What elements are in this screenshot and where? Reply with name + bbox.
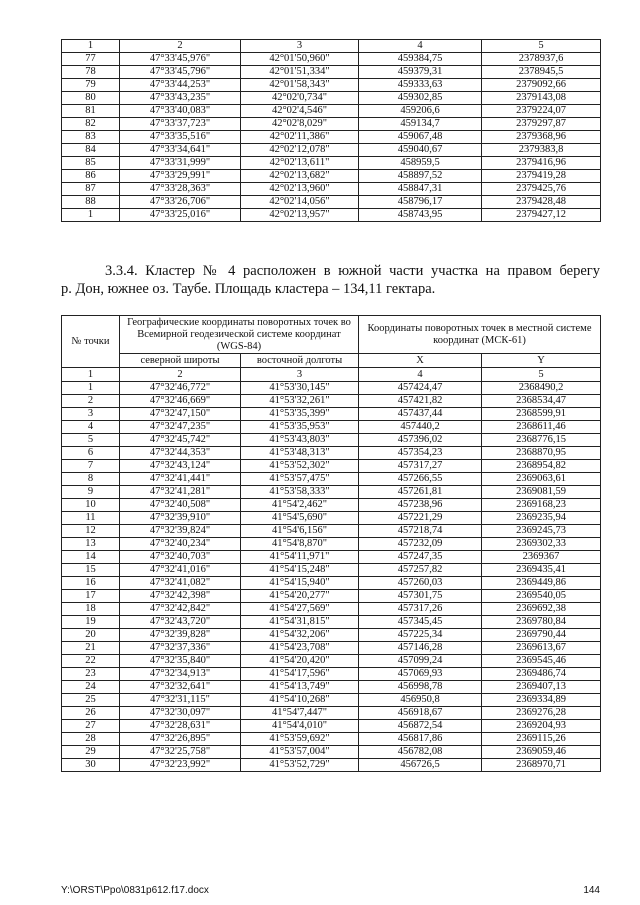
table-cell: 2369235,94 [482, 512, 601, 525]
table-cell: 2 [62, 395, 120, 408]
table-cell: 47°33'44,253" [120, 79, 241, 92]
table-row [62, 408, 601, 421]
table-cell: 47°32'47,235" [120, 421, 241, 434]
table-cell: 41°54'5,690" [241, 512, 359, 525]
table-row [62, 733, 601, 746]
table-cell: 2369435,41 [482, 564, 601, 577]
page-number: 144 [583, 885, 600, 896]
table-cell: 41°54'32,206" [241, 629, 359, 642]
table-cell: 47°32'30,097" [120, 707, 241, 720]
table-row [62, 79, 601, 92]
table-cell: 457257,82 [359, 564, 482, 577]
table-cell: 28 [62, 733, 120, 746]
table-cell: 42°02'13,611" [241, 157, 359, 170]
table-cell: 41°54'20,277" [241, 590, 359, 603]
table-cell: 42°01'51,334" [241, 66, 359, 79]
table-cell: 41°54'4,010" [241, 720, 359, 733]
table-cell: 457345,45 [359, 616, 482, 629]
local-coordinates-header: Координаты поворотных точек в местной системе координат (МСК-61) [359, 316, 601, 354]
table-cell: 2379428,48 [482, 196, 601, 209]
table-row [62, 512, 601, 525]
table-cell: 2379419,28 [482, 170, 601, 183]
table-cell: 458796,17 [359, 196, 482, 209]
column-number: 4 [359, 40, 482, 53]
table-cell: 47°32'39,824" [120, 525, 241, 538]
table-cell: 457069,93 [359, 668, 482, 681]
table-cell: 2368534,47 [482, 395, 601, 408]
table-row [62, 473, 601, 486]
table-row [62, 170, 601, 183]
table-cell: 41°54'6,156" [241, 525, 359, 538]
column-number-row [62, 368, 601, 382]
geographic-coordinates-header: Географические координаты поворотных точек во Всемирной геодезической системе координат (WGS-84) [120, 316, 359, 354]
table-cell: 7 [62, 460, 120, 473]
table-cell: 2369081,59 [482, 486, 601, 499]
table-cell: 1 [62, 382, 120, 395]
table-cell: 47°32'42,842" [120, 603, 241, 616]
table-cell: 26 [62, 707, 120, 720]
table-cell: 47°32'26,895" [120, 733, 241, 746]
table-cell: 12 [62, 525, 120, 538]
table-cell: 79 [62, 79, 120, 92]
subheader-row [62, 354, 601, 368]
table-cell: 47°33'45,976" [120, 53, 241, 66]
table-cell: 457440,2 [359, 421, 482, 434]
table-cell: 41°54'31,815" [241, 616, 359, 629]
table-row [62, 196, 601, 209]
table-cell: 24 [62, 681, 120, 694]
table-cell: 2369115,26 [482, 733, 601, 746]
table-cell: 457146,28 [359, 642, 482, 655]
table-cell: 2369407,13 [482, 681, 601, 694]
table-cell: 2369540,05 [482, 590, 601, 603]
point-number-header: № точки [62, 316, 120, 368]
table-cell: 47°32'41,441" [120, 473, 241, 486]
table-cell: 2379143,08 [482, 92, 601, 105]
table-cell: 2378945,5 [482, 66, 601, 79]
table-cell: 41°54'11,971" [241, 551, 359, 564]
table-row [62, 66, 601, 79]
table-row [62, 577, 601, 590]
table-cell: 42°02'11,386" [241, 131, 359, 144]
table-cell: 459067,48 [359, 131, 482, 144]
table-cell: 457424,47 [359, 382, 482, 395]
table-cell: 2368490,2 [482, 382, 601, 395]
table-cell: 2369063,61 [482, 473, 601, 486]
column-number: 5 [482, 40, 601, 53]
table-cell: 41°54'23,708" [241, 642, 359, 655]
table-cell: 47°32'40,703" [120, 551, 241, 564]
document-path: Y:\ORST\Ppo\0831p612.f17.docx [61, 885, 209, 896]
table-cell: 41°54'2,462" [241, 499, 359, 512]
table-cell: 456918,67 [359, 707, 482, 720]
table-cell: 41°54'15,940" [241, 577, 359, 590]
table-row [62, 525, 601, 538]
table-cell: 42°02'13,957" [241, 209, 359, 222]
table-cell: 47°33'29,991" [120, 170, 241, 183]
latitude-header: северной широты [120, 354, 241, 368]
table-cell: 87 [62, 183, 120, 196]
table-cell: 25 [62, 694, 120, 707]
table-cell: 47°32'35,840" [120, 655, 241, 668]
table-cell: 84 [62, 144, 120, 157]
table-row [62, 486, 601, 499]
table-cell: 2379224,07 [482, 105, 601, 118]
table-cell: 41°53'59,692" [241, 733, 359, 746]
table-cell: 41°53'30,145" [241, 382, 359, 395]
table-cell: 459040,67 [359, 144, 482, 157]
coordinates-table-continued [61, 39, 601, 222]
table-cell: 42°02'13,682" [241, 170, 359, 183]
table-cell: 457232,09 [359, 538, 482, 551]
table-cell: 11 [62, 512, 120, 525]
table-row [62, 746, 601, 759]
table-body [62, 53, 601, 222]
table-cell: 30 [62, 759, 120, 772]
table-row [62, 538, 601, 551]
column-number: 5 [482, 368, 601, 382]
table-row [62, 603, 601, 616]
table-cell: 88 [62, 196, 120, 209]
table-cell: 81 [62, 105, 120, 118]
table-cell: 459384,75 [359, 53, 482, 66]
table-row [62, 590, 601, 603]
table-cell: 41°54'15,248" [241, 564, 359, 577]
table-row [62, 681, 601, 694]
table-row [62, 421, 601, 434]
paragraph-line: 3.3.4. Кластер № 4 расположен в южной части участка на правом берегу [105, 263, 600, 279]
column-number: 4 [359, 368, 482, 382]
table-cell: 41°54'17,596" [241, 668, 359, 681]
table-cell: 458847,31 [359, 183, 482, 196]
table-cell: 457221,29 [359, 512, 482, 525]
table-cell: 2369059,46 [482, 746, 601, 759]
table-row [62, 564, 601, 577]
table-cell: 456998,78 [359, 681, 482, 694]
table-cell: 2369790,44 [482, 629, 601, 642]
table-cell: 2369302,33 [482, 538, 601, 551]
table-cell: 16 [62, 577, 120, 590]
table-cell: 47°33'28,363" [120, 183, 241, 196]
table-row [62, 105, 601, 118]
table-cell: 2369449,86 [482, 577, 601, 590]
table-row [62, 720, 601, 733]
table-cell: 458743,95 [359, 209, 482, 222]
table-cell: 13 [62, 538, 120, 551]
table-cell: 457396,02 [359, 434, 482, 447]
table-cell: 77 [62, 53, 120, 66]
table-row [62, 642, 601, 655]
table-cell: 2369168,23 [482, 499, 601, 512]
table-cell: 2368599,91 [482, 408, 601, 421]
table-cell: 456872,54 [359, 720, 482, 733]
table-cell: 18 [62, 603, 120, 616]
table-cell: 2369245,73 [482, 525, 601, 538]
table-cell: 20 [62, 629, 120, 642]
table-cell: 2379416,96 [482, 157, 601, 170]
table-cell: 1 [62, 209, 120, 222]
table-row [62, 395, 601, 408]
table-cell: 2369613,67 [482, 642, 601, 655]
table-cell: 42°02'14,056" [241, 196, 359, 209]
cluster-description [61, 262, 600, 298]
longitude-header: восточной долготы [241, 354, 359, 368]
table-cell: 27 [62, 720, 120, 733]
table-cell: 29 [62, 746, 120, 759]
table-cell: 47°32'46,772" [120, 382, 241, 395]
table-cell: 86 [62, 170, 120, 183]
column-number: 3 [241, 40, 359, 53]
table-row [62, 131, 601, 144]
table-cell: 47°32'23,992" [120, 759, 241, 772]
table-body [62, 382, 601, 772]
table-cell: 82 [62, 118, 120, 131]
table-cell: 5 [62, 434, 120, 447]
table-cell: 47°32'41,082" [120, 577, 241, 590]
table-cell: 78 [62, 66, 120, 79]
table-cell: 2369545,46 [482, 655, 601, 668]
table-cell: 457099,24 [359, 655, 482, 668]
table-cell: 47°32'37,336" [120, 642, 241, 655]
table-cell: 41°53'52,729" [241, 759, 359, 772]
table-row [62, 118, 601, 131]
table-cell: 457317,26 [359, 603, 482, 616]
table-cell: 456817,86 [359, 733, 482, 746]
table-cell: 47°33'34,641" [120, 144, 241, 157]
table-cell: 9 [62, 486, 120, 499]
column-number-row [62, 40, 601, 53]
table-cell: 85 [62, 157, 120, 170]
table-cell: 15 [62, 564, 120, 577]
table-cell: 17 [62, 590, 120, 603]
table-cell: 459333,63 [359, 79, 482, 92]
table-row [62, 183, 601, 196]
table-cell: 6 [62, 447, 120, 460]
table-cell: 47°32'46,669" [120, 395, 241, 408]
table-row [62, 707, 601, 720]
table-cell: 42°02'8,029" [241, 118, 359, 131]
table-cell: 47°33'45,796" [120, 66, 241, 79]
table-cell: 456726,5 [359, 759, 482, 772]
table-cell: 2379297,87 [482, 118, 601, 131]
table-cell: 47°32'34,913" [120, 668, 241, 681]
column-number: 1 [62, 40, 120, 53]
table-row [62, 499, 601, 512]
table-cell: 4 [62, 421, 120, 434]
table-cell: 47°32'28,631" [120, 720, 241, 733]
table-cell: 47°33'25,016" [120, 209, 241, 222]
table-cell: 458959,5 [359, 157, 482, 170]
table-cell: 41°54'13,749" [241, 681, 359, 694]
table-cell: 41°53'57,004" [241, 746, 359, 759]
table-cell: 457238,96 [359, 499, 482, 512]
table-cell: 47°33'26,706" [120, 196, 241, 209]
table-row [62, 434, 601, 447]
cluster-4-coordinates-table [61, 315, 601, 772]
table-cell: 3 [62, 408, 120, 421]
table-cell: 47°33'40,083" [120, 105, 241, 118]
table-cell: 23 [62, 668, 120, 681]
table-cell: 2379092,66 [482, 79, 601, 92]
table-cell: 47°32'32,641" [120, 681, 241, 694]
table-cell: 457218,74 [359, 525, 482, 538]
table-cell: 47°33'31,999" [120, 157, 241, 170]
table-cell: 41°53'57,475" [241, 473, 359, 486]
paragraph-line: р. Дон, южнее оз. Таубе. Площадь кластера – 134,11 гектара. [61, 281, 436, 297]
table-cell: 19 [62, 616, 120, 629]
table-cell: 47°32'40,508" [120, 499, 241, 512]
table-cell: 42°02'4,546" [241, 105, 359, 118]
table-row [62, 53, 601, 66]
table-cell: 42°02'0,734" [241, 92, 359, 105]
table-cell: 2368970,71 [482, 759, 601, 772]
table-cell: 456950,8 [359, 694, 482, 707]
table-cell: 2369486,74 [482, 668, 601, 681]
table-cell: 2369780,84 [482, 616, 601, 629]
table-row [62, 694, 601, 707]
table-cell: 2379427,12 [482, 209, 601, 222]
table-row [62, 759, 601, 772]
table-cell: 21 [62, 642, 120, 655]
table-cell: 2368954,82 [482, 460, 601, 473]
table-cell: 47°32'31,115" [120, 694, 241, 707]
table-cell: 42°01'50,960" [241, 53, 359, 66]
table-cell: 47°33'43,235" [120, 92, 241, 105]
table-row [62, 144, 601, 157]
table-cell: 41°54'8,870" [241, 538, 359, 551]
table-row [62, 629, 601, 642]
table-cell: 41°53'35,953" [241, 421, 359, 434]
table-cell: 456782,08 [359, 746, 482, 759]
table-cell: 47°33'35,516" [120, 131, 241, 144]
table-row [62, 92, 601, 105]
table-cell: 2368776,15 [482, 434, 601, 447]
table-cell: 2368611,46 [482, 421, 601, 434]
table-cell: 42°02'12,078" [241, 144, 359, 157]
table-cell: 42°02'13,960" [241, 183, 359, 196]
column-number: 1 [62, 368, 120, 382]
table-cell: 47°32'25,758" [120, 746, 241, 759]
table-cell: 459206,6 [359, 105, 482, 118]
table-cell: 459302,85 [359, 92, 482, 105]
table-cell: 2369204,93 [482, 720, 601, 733]
table-cell: 41°53'48,313" [241, 447, 359, 460]
table-row [62, 460, 601, 473]
table-cell: 457266,55 [359, 473, 482, 486]
table-cell: 47°32'43,720" [120, 616, 241, 629]
table-row [62, 551, 601, 564]
column-number: 2 [120, 368, 241, 382]
table-cell: 457421,82 [359, 395, 482, 408]
table-cell: 83 [62, 131, 120, 144]
table-cell: 2369367 [482, 551, 601, 564]
table-cell: 41°53'32,261" [241, 395, 359, 408]
table-cell: 47°32'39,910" [120, 512, 241, 525]
table-cell: 41°54'10,268" [241, 694, 359, 707]
table-cell: 2369334,89 [482, 694, 601, 707]
table-cell: 2379383,8 [482, 144, 601, 157]
table-cell: 2369692,38 [482, 603, 601, 616]
table-cell: 41°53'35,399" [241, 408, 359, 421]
table-cell: 8 [62, 473, 120, 486]
table-cell: 22 [62, 655, 120, 668]
table-row [62, 668, 601, 681]
table-cell: 47°32'44,353" [120, 447, 241, 460]
table-cell: 459379,31 [359, 66, 482, 79]
table-cell: 10 [62, 499, 120, 512]
table-cell: 80 [62, 92, 120, 105]
table-cell: 14 [62, 551, 120, 564]
table-cell: 47°32'39,828" [120, 629, 241, 642]
column-number: 2 [120, 40, 241, 53]
table-cell: 47°32'41,281" [120, 486, 241, 499]
column-number: 3 [241, 368, 359, 382]
table-cell: 41°53'58,333" [241, 486, 359, 499]
table-cell: 458897,52 [359, 170, 482, 183]
y-header: Y [482, 354, 601, 368]
table-cell: 2379368,96 [482, 131, 601, 144]
table-cell: 41°53'43,803" [241, 434, 359, 447]
table-cell: 457261,81 [359, 486, 482, 499]
table-cell: 2378937,6 [482, 53, 601, 66]
table-cell: 47°32'45,742" [120, 434, 241, 447]
table-cell: 457354,23 [359, 447, 482, 460]
table-row [62, 209, 601, 222]
table-cell: 457225,34 [359, 629, 482, 642]
table-cell: 41°54'7,447" [241, 707, 359, 720]
table-row [62, 655, 601, 668]
table-cell: 457247,35 [359, 551, 482, 564]
table-cell: 2369276,28 [482, 707, 601, 720]
table-cell: 41°54'20,420" [241, 655, 359, 668]
table-cell: 457260,03 [359, 577, 482, 590]
table-cell: 42°01'58,343" [241, 79, 359, 92]
table-row [62, 447, 601, 460]
table-cell: 2368870,95 [482, 447, 601, 460]
table-row [62, 616, 601, 629]
header-row [62, 316, 601, 354]
table-cell: 47°32'43,124" [120, 460, 241, 473]
table-row [62, 157, 601, 170]
table-cell: 41°53'52,302" [241, 460, 359, 473]
table-cell: 457437,44 [359, 408, 482, 421]
table-cell: 47°32'40,234" [120, 538, 241, 551]
table-row [62, 382, 601, 395]
x-header: X [359, 354, 482, 368]
table-cell: 47°33'37,723" [120, 118, 241, 131]
table-cell: 457317,27 [359, 460, 482, 473]
table-cell: 459134,7 [359, 118, 482, 131]
table-cell: 47°32'41,016" [120, 564, 241, 577]
table-cell: 457301,75 [359, 590, 482, 603]
table-cell: 47°32'47,150" [120, 408, 241, 421]
table-cell: 47°32'42,398" [120, 590, 241, 603]
table-cell: 2379425,76 [482, 183, 601, 196]
table-cell: 41°54'27,569" [241, 603, 359, 616]
